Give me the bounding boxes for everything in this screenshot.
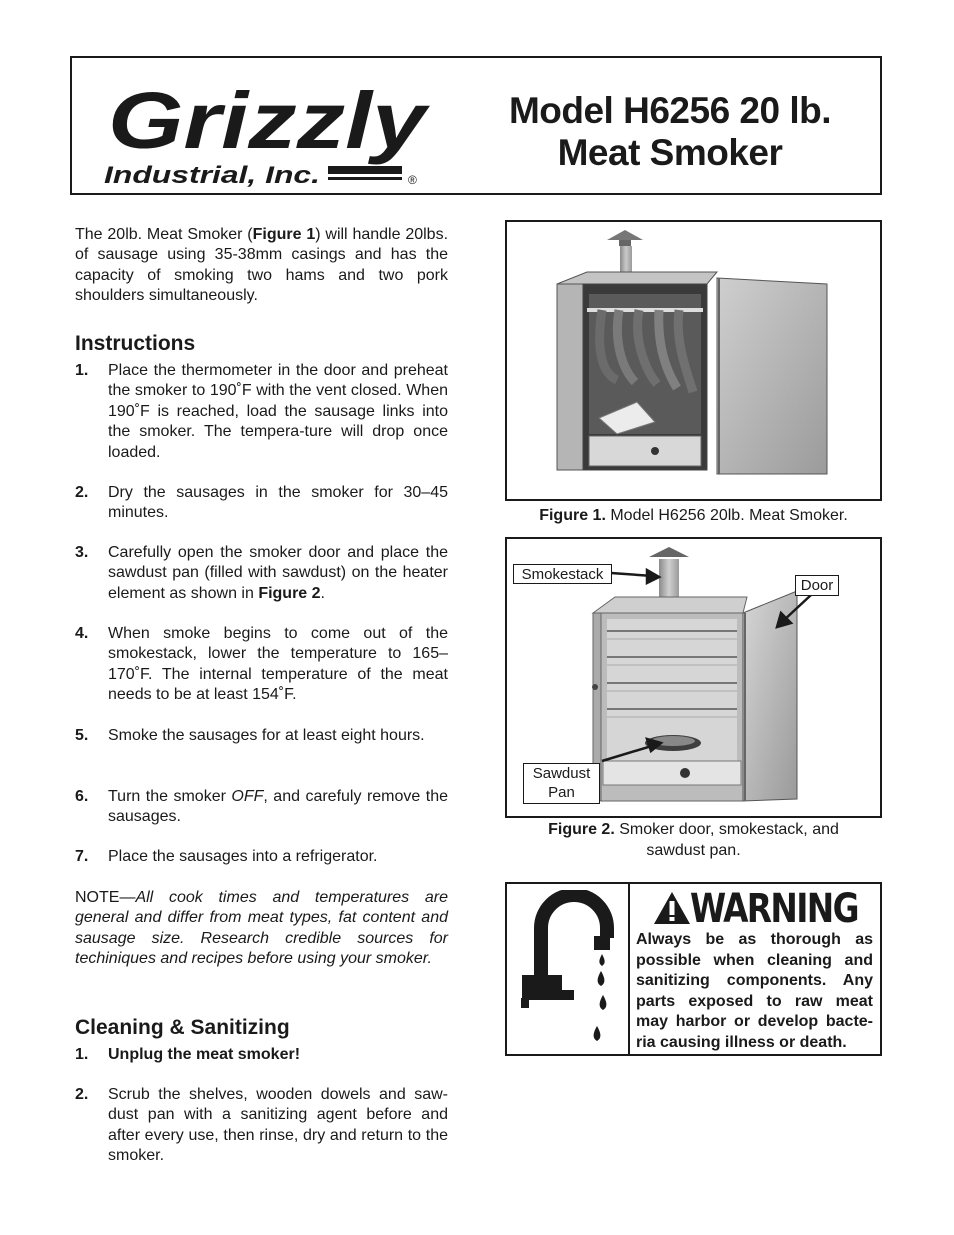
page-title (480, 90, 860, 174)
figure-2-caption: Figure 2. Smoker door, smokestack, and sawdust pan. (548, 821, 839, 859)
door-callout: Door (795, 575, 839, 596)
note-label: NOTE— (75, 889, 136, 906)
instructions-heading: Instructions (75, 332, 196, 355)
warning-triangle-icon (652, 890, 692, 926)
logo-brand-text: Grizzly (108, 80, 430, 165)
cleaning-heading: Cleaning & Sanitizing (75, 1016, 290, 1039)
instruction-step: 7. Place the sausages into a refrigerator. (75, 848, 378, 865)
note-text: All cook times and temperatures are general and differ from meat types, fat content and sausage size. Research credible sources for techiniques and recipes before using your smoker. (75, 889, 448, 968)
smokestack-callout: Smokestack (513, 564, 612, 584)
instruction-step: 2. Dry the sausages in the smoker for 30–45 minutes. (75, 484, 448, 522)
smoker-open-photo (507, 222, 880, 499)
instruction-step: 3. Carefully open the smoker door and place the sawdust pan (filled with sawdust) on the heater element as shown in Figure 2. (75, 544, 448, 602)
sawdust-pan-callout: Sawdust Pan (523, 763, 600, 804)
faucet-water-icon (515, 890, 620, 1050)
grizzly-logo (100, 80, 430, 190)
logo-sub-text: Industrial, Inc. (104, 162, 320, 189)
warning-title: WARNING (690, 886, 858, 932)
instruction-step: 1. Place the thermometer in the door and preheat the smoker to 190˚F with the vent closed. When 190˚F is reached, load the sausage links into the smoker. The tempera-ture will drop once loaded. (75, 362, 448, 461)
instruction-step: 5. Smoke the sausages for at least eight hours. (75, 727, 425, 744)
registered-mark: ® (408, 173, 417, 187)
warning-divider (628, 882, 630, 1056)
instruction-step: 4. When smoke begins to come out of the smokestack, lower the temperature to 165–170˚F. The internal temperature of the meat needs to be at least 154˚F. (75, 625, 448, 704)
instruction-step: 6. Turn the smoker OFF, and carefuly remove the sausages. (75, 788, 448, 826)
intro-paragraph: The 20lb. Meat Smoker (Figure 1) will handle 20lbs. of sausage using 35-38mm casings and has the capacity of smoking two hams and two pork shoulders simultaneously. (75, 226, 449, 305)
figure-1-ref: Figure 1 (252, 226, 316, 243)
figure-2-ref: Figure 2 (258, 584, 321, 602)
warning-text: Always be as thorough as possible when cleaning and sanitizing components. Any parts exposed to raw meat may harbor or develop bacte-ria causing illness or death. (636, 931, 873, 1051)
cleaning-step: 2. Scrub the shelves, wooden dowels and saw-dust pan with a sanitizing agent before and after every use, then rinse, dry and return to the smoker. (75, 1086, 448, 1165)
figure-1-caption: Figure 1. Model H6256 20lb. Meat Smoker. (539, 507, 848, 524)
note-paragraph (75, 888, 448, 970)
cleaning-step: 1. Unplug the meat smoker! (75, 1046, 301, 1063)
title-line-2: Meat Smoker (557, 132, 783, 173)
title-line-1: Model H6256 20 lb. (508, 90, 832, 131)
